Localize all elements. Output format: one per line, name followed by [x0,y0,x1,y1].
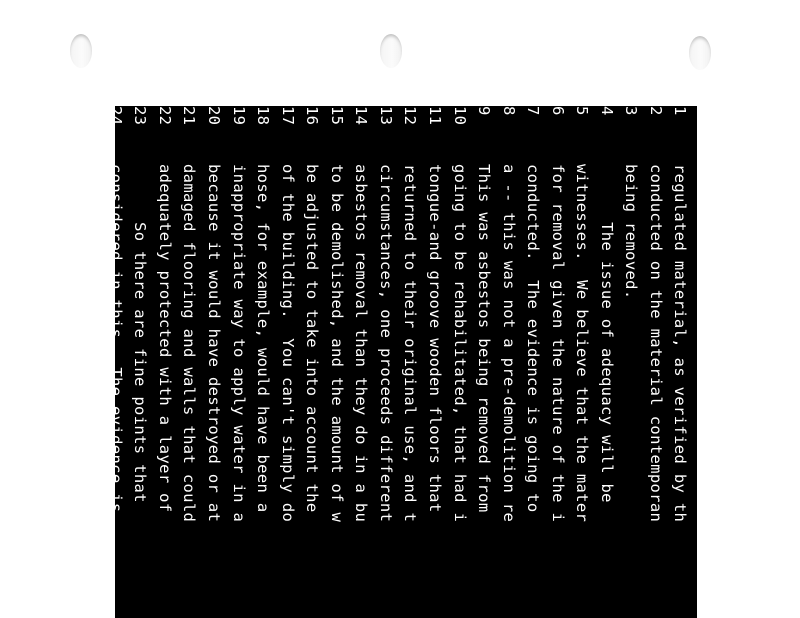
line-number: 13 [376,106,395,126]
line-number: 20 [205,106,224,126]
line-text: to be demolished, and the amount of w [327,164,346,523]
transcript-line [594,106,619,503]
line-number: 18 [254,106,273,126]
transcript-line [545,106,570,522]
line-number: 19 [229,106,248,126]
transcript-line [570,106,595,522]
line-text: asbestos removal than they do in a bu [352,164,371,523]
transcript-line [226,106,251,522]
transcript-line [422,106,447,513]
line-text: witnesses. We believe that the mater [573,164,592,523]
line-text: regulated material, as verified by th [671,164,690,523]
binder-hole-left [70,34,92,68]
line-text: circumstances, one proceeds different [376,164,395,523]
transcript-line [373,106,398,522]
line-text: being removed. [622,164,641,300]
binder-hole-center [380,34,402,68]
line-text: inappropriate way to apply water in a [229,164,248,523]
line-text: conducted on the material contemporan [646,164,665,523]
transcript-line [152,106,177,513]
line-number: 14 [352,106,371,126]
rotated-transcript-text [106,106,697,618]
line-number: 10 [450,106,469,126]
line-text: damaged flooring and walls that could [180,164,199,523]
transcript-line [103,106,128,513]
transcript-line [177,106,202,522]
line-number: 6 [548,106,567,116]
line-text: conducted. The evidence is going to [524,164,543,513]
line-text: for removal given the nature of the i [548,164,567,523]
line-number: 7 [524,106,543,116]
line-number: 11 [426,106,444,126]
transcript-line [643,106,668,522]
transcript-line [668,106,693,522]
line-text: So there are fine points that [131,164,150,503]
line-text: The issue of adequacy will be [597,164,616,503]
line-number: 16 [303,106,322,126]
transcript-line [619,106,644,300]
line-text: be adjusted to take into account the [303,164,322,513]
line-number: 3 [622,106,641,116]
line-number: 5 [573,106,592,116]
binder-hole-right [689,36,711,70]
transcript-line [472,106,497,513]
line-number: 17 [278,106,297,126]
line-number: 4 [597,106,616,116]
line-text: tongue-and groove wooden floors that [426,164,444,513]
line-text: going to be rehabilitated, that had i [450,164,469,523]
line-text: because it would have destroyed or at [205,164,224,523]
line-text: of the building. You can't simply do [278,164,297,523]
line-number: 15 [327,106,346,126]
transcript-line [496,106,521,522]
line-number: 23 [131,106,150,126]
transcript-line [251,106,276,513]
transcript-line [324,106,349,522]
transcript-line [275,106,300,522]
line-text: a -- this was not a pre-demolition re [499,164,518,523]
line-text: This was asbestos being removed from [475,164,494,513]
line-number: 2 [646,106,665,116]
transcript-line [447,106,472,522]
line-text: considered in this. The evidence is [106,164,125,513]
transcript-line [398,106,423,522]
line-number: 12 [401,106,420,126]
line-number: 1 [671,106,690,116]
line-text: adequately protected with a layer of [155,164,174,513]
line-number: 21 [180,106,199,126]
line-number: 24 [106,106,125,126]
transcript-line [128,106,153,503]
line-text: hose, for example, would have been a [254,164,273,513]
line-text: returned to their original use, and t [401,164,420,523]
transcript-line [521,106,546,513]
line-number: 22 [155,106,174,126]
transcript-line [349,106,374,522]
transcript-line [300,106,325,513]
line-number: 8 [499,106,518,116]
line-number: 9 [475,106,494,116]
transcript-line [201,106,226,522]
transcript-page [106,106,697,618]
